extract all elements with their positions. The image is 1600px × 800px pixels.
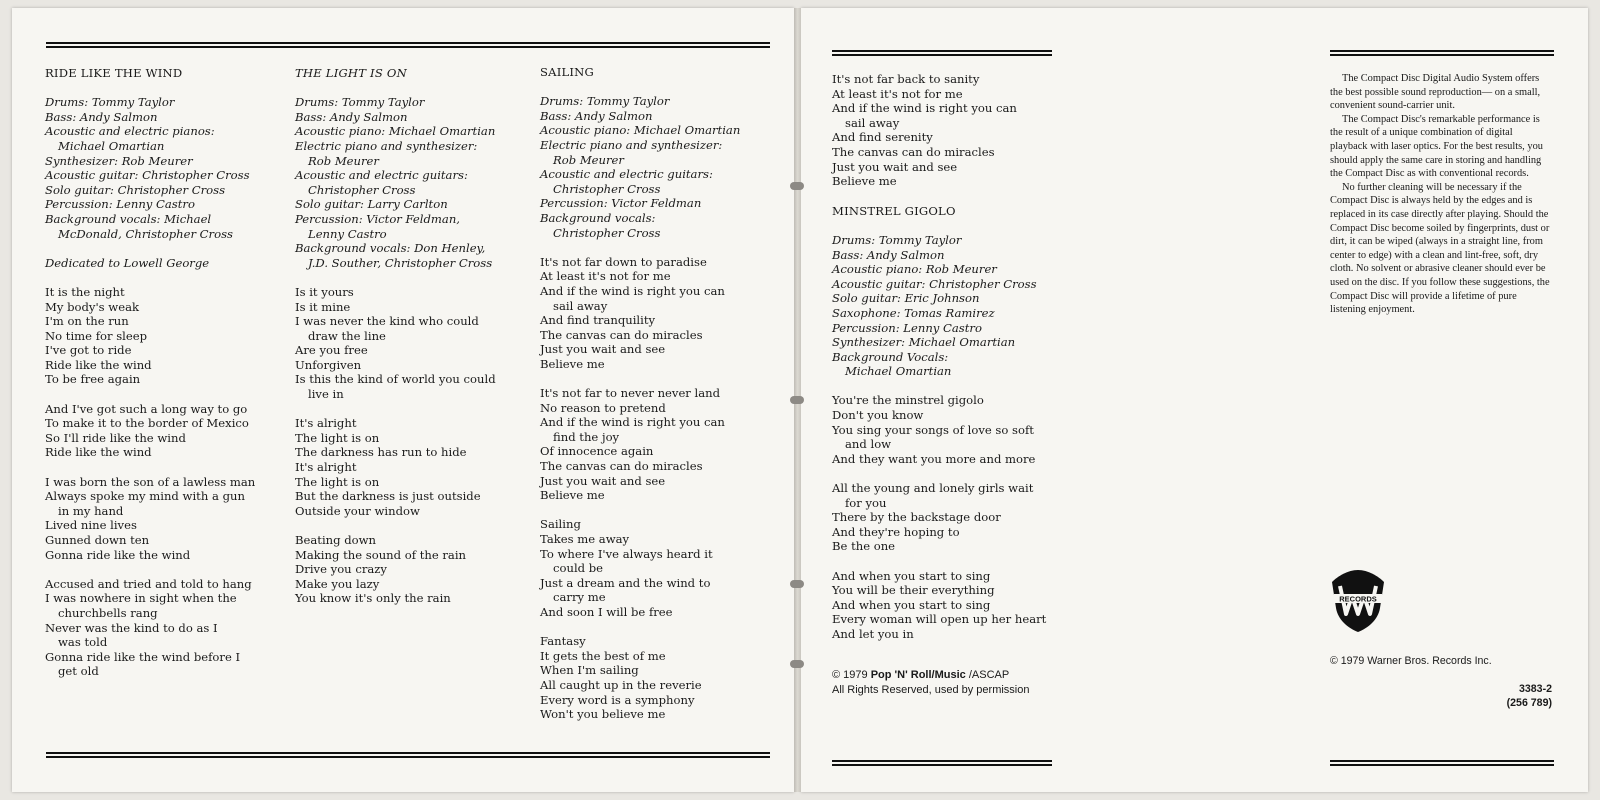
credit-line: Christopher Cross <box>553 181 661 196</box>
lyric-line: And I've got such a long way to go <box>45 401 248 416</box>
lyric-line: Make you lazy <box>295 576 380 591</box>
label-copyright: © 1979 Warner Bros. Records Inc. <box>1330 655 1492 667</box>
lyric-line: Is it yours <box>295 284 354 299</box>
lyric-line: I'm on the run <box>45 314 129 329</box>
lyric-line: The canvas can do miracles <box>832 144 995 159</box>
lyric-line: Gonna ride like the wind <box>45 547 191 562</box>
credit-line: Bass: Andy Salmon <box>832 247 945 262</box>
credit-line: Rob Meurer <box>308 153 379 168</box>
top-rule-right-b <box>1330 50 1554 56</box>
lyric-line: I was never the kind who could <box>295 314 479 329</box>
lyric-line: Every woman will open up her heart <box>832 612 1047 627</box>
lyric-line: Outside your window <box>295 503 420 518</box>
lyric-line: To where I've always heard it <box>540 546 713 561</box>
lyric-line: Always spoke my mind with a gun <box>45 489 245 504</box>
credit-line: Drums: Tommy Taylor <box>295 95 425 110</box>
lyric-line: Believe me <box>540 488 605 503</box>
lyric-line: Is it mine <box>295 299 351 314</box>
lyric-line: It's alright <box>295 416 357 431</box>
lyric-line: All the young and lonely girls wait <box>832 481 1034 496</box>
copyright-block <box>832 668 1029 697</box>
notice-paragraph: The Compact Disc Digital Audio System offers the best possible sound reproduction— on a small, convenient sound-carrier unit. <box>1330 73 1541 112</box>
credit-line: Percussion: Victor Feldman, <box>295 211 460 226</box>
logo-records-text: RECORDS <box>1339 594 1377 604</box>
lyric-line: The light is on <box>295 474 380 489</box>
lyric-line: Unforgiven <box>295 357 362 372</box>
stanza <box>540 386 740 503</box>
lyric-line: Making the sound of the rain <box>295 547 466 562</box>
song-credits <box>45 95 255 241</box>
catalog-code: (256 789) <box>1506 697 1552 709</box>
stanza <box>45 577 255 679</box>
stanza <box>832 569 1046 642</box>
lyric-line: Are you free <box>295 343 368 358</box>
credit-line: Solo guitar: Eric Johnson <box>832 291 980 306</box>
stanza <box>295 416 496 518</box>
credit-line: Acoustic guitar: Christopher Cross <box>832 276 1037 291</box>
lyric-line: I was born the son of a lawless man <box>45 474 256 489</box>
lyric-line: At least it's not for me <box>540 269 671 284</box>
lyric-line: And find serenity <box>832 130 933 145</box>
lyric-line: And if the wind is right you can <box>832 101 1017 116</box>
credit-line: Electric piano and synthesizer: <box>295 138 478 153</box>
stanza <box>832 393 1046 466</box>
song-title: MINSTREL GIGOLO <box>832 203 956 218</box>
sailing-final-stanza <box>832 72 1046 189</box>
credit-line: J.D. Souther, Christopher Cross <box>308 255 493 270</box>
publisher-suffix: /ASCAP <box>968 669 1010 681</box>
stanza <box>540 517 740 619</box>
lyric-line: When I'm sailing <box>540 663 639 678</box>
lyric-line: It gets the best of me <box>540 648 666 663</box>
song-credits <box>295 95 496 270</box>
lyric-line: And when you start to sing <box>832 597 991 612</box>
song-title: RIDE LIKE THE WIND <box>45 66 183 80</box>
top-rule-left <box>46 42 770 48</box>
notice-paragraph: The Compact Disc's remarkable performance is the result of a unique combination of digital playback with laser optics. For the best results, you should apply the same care in storing and handling the Compact Disc as with conventional records. <box>1330 113 1543 180</box>
lyric-line: Ride like the wind <box>45 445 152 460</box>
song-credits <box>832 233 1046 379</box>
credit-line: Drums: Tommy Taylor <box>540 94 670 109</box>
lyric-line: Sailing <box>540 517 581 532</box>
lyric-line: Believe me <box>540 356 605 371</box>
lyric-line: Be the one <box>832 539 896 554</box>
stanza <box>295 533 496 606</box>
stanza <box>45 285 255 387</box>
lyric-line: The canvas can do miracles <box>540 327 703 342</box>
song-the-light-is-on <box>295 66 496 606</box>
lyric-line: Of innocence again <box>540 444 654 459</box>
lyric-line: It is the night <box>45 284 125 299</box>
lyric-line: I've got to ride <box>45 343 132 358</box>
lyric-line: Just you wait and see <box>832 159 958 174</box>
lyric-line: Ride like the wind <box>45 357 152 372</box>
lyric-line: And when you start to sing <box>832 568 991 583</box>
dedication: Dedicated to Lowell George <box>45 255 210 270</box>
lyric-line: could be <box>553 561 604 576</box>
lyric-line: Lived nine lives <box>45 518 137 533</box>
song-ride-like-the-wind <box>45 66 255 679</box>
lyric-line: And they're hoping to <box>832 524 960 539</box>
lyric-line: And let you in <box>832 626 914 641</box>
credit-line: Bass: Andy Salmon <box>540 108 653 123</box>
lyric-line: The canvas can do miracles <box>540 459 703 474</box>
lyric-line: Takes me away <box>540 532 630 546</box>
credit-line: Background vocals: <box>540 210 656 225</box>
credit-line: Christopher Cross <box>308 182 416 197</box>
lyric-line: You sing your songs of love so soft <box>832 422 1034 437</box>
stanza <box>45 402 255 460</box>
credit-line: Solo guitar: Christopher Cross <box>45 182 226 197</box>
lyric-line: The darkness has run to hide <box>295 445 467 460</box>
bottom-rule-right-a <box>832 760 1052 766</box>
credit-line: Percussion: Lenny Castro <box>45 197 195 212</box>
credit-line: Bass: Andy Salmon <box>45 109 158 124</box>
credit-line: Solo guitar: Larry Carlton <box>295 197 448 212</box>
credit-line: Drums: Tommy Taylor <box>45 95 175 110</box>
lyric-line: It's not far to never never land <box>540 386 721 401</box>
lyric-line: carry me <box>553 590 606 605</box>
song-title: THE LIGHT IS ON <box>295 66 407 80</box>
staple-top <box>790 182 804 190</box>
lyric-line: Is this the kind of world you could <box>295 372 496 387</box>
credit-line: Rob Meurer <box>553 152 624 167</box>
credit-line: Drums: Tommy Taylor <box>832 232 962 247</box>
lyric-line: No time for sleep <box>45 328 148 343</box>
lyric-line: To make it to the border of Mexico <box>45 416 249 431</box>
lyric-line: live in <box>308 387 344 402</box>
lyric-line: Won't you believe me <box>540 707 666 722</box>
stanza <box>540 634 740 722</box>
lyric-line: I was nowhere in sight when the <box>45 591 237 606</box>
warner-bros-records-logo-icon <box>1328 568 1388 634</box>
stanza <box>540 255 740 372</box>
top-rule-right-a <box>832 50 1052 56</box>
lyric-line: in my hand <box>58 503 124 518</box>
credit-line: Bass: Andy Salmon <box>295 109 408 124</box>
bottom-rule-left <box>46 752 770 758</box>
lyric-line: find the joy <box>553 429 620 444</box>
lyric-line: Fantasy <box>540 634 586 649</box>
lyric-line: And they want you more and more <box>832 451 1036 466</box>
lyric-line: churchbells rang <box>58 605 158 620</box>
compact-disc-notice <box>1330 72 1552 317</box>
credit-line: Saxophone: Tomas Ramirez <box>832 305 995 320</box>
right-lyrics-column <box>832 72 1046 642</box>
credit-line: Electric piano and synthesizer: <box>540 137 723 152</box>
credit-line: Background vocals: Michael <box>45 211 212 226</box>
credit-line: Acoustic piano: Michael Omartian <box>295 124 496 139</box>
lyric-line: sail away <box>845 115 900 130</box>
lyric-line: and low <box>845 437 892 452</box>
lyric-line: Never was the kind to do as I <box>45 620 218 635</box>
credit-line: Percussion: Lenny Castro <box>832 320 982 335</box>
lyric-line: So I'll ride like the wind <box>45 430 186 445</box>
credit-line: Michael Omartian <box>845 364 952 379</box>
lyric-line: All caught up in the reverie <box>540 677 702 692</box>
lyric-line: You will be their everything <box>832 583 995 598</box>
credit-line: Christopher Cross <box>553 225 661 240</box>
credit-line: Acoustic and electric guitars: <box>540 167 713 182</box>
lyric-line: It's alright <box>295 460 357 475</box>
lyric-line: Just you wait and see <box>540 342 666 357</box>
lyric-line: To be free again <box>45 372 141 387</box>
credit-line: Acoustic and electric guitars: <box>295 168 468 183</box>
credit-line: Synthesizer: Michael Omartian <box>832 335 1016 350</box>
lyric-line: Beating down <box>295 533 377 547</box>
catalog-number: 3383-2 <box>1519 683 1552 695</box>
stanza <box>45 475 255 563</box>
credit-line: Percussion: Victor Feldman <box>540 196 702 211</box>
rights-line: All Rights Reserved, used by permission <box>832 683 1030 696</box>
lyric-line: Gonna ride like the wind before I <box>45 649 241 664</box>
credit-line: McDonald, Christopher Cross <box>58 226 233 241</box>
lyric-line: Gunned down ten <box>45 533 150 547</box>
credit-line: Acoustic guitar: Christopher Cross <box>45 168 250 183</box>
credit-line: Synthesizer: Rob Meurer <box>45 153 193 168</box>
lyric-line: The light is on <box>295 430 380 445</box>
lyric-line: Just you wait and see <box>540 473 666 488</box>
lyric-line: Believe me <box>832 174 897 189</box>
credit-line: Acoustic piano: Rob Meurer <box>832 262 997 277</box>
lyric-line: No reason to pretend <box>540 400 666 415</box>
lyric-line: You know it's only the rain <box>295 591 451 606</box>
lyric-line: Don't you know <box>832 408 924 423</box>
song-credits <box>540 94 740 240</box>
notice-paragraph: No further cleaning will be necessary if the Compact Disc is always held by the edges and is replaced in its case directly after playing. Should the Compact Disc become soiled by fingerprints, dust or dirt, it can be wiped (always in a straight line, from center to edge) with a clean and lint-free, soft, dry cloth. No solvent or abrasive cleaner should ever be used on the disc. If you follow these suggestions, the Compact Disc will provide a lifetime of pure listening enjoyment. <box>1330 181 1550 316</box>
lyric-line: And if the wind is right you can <box>540 415 725 430</box>
lyric-line: My body's weak <box>45 299 140 314</box>
song-minstrel-gigolo <box>832 204 1046 642</box>
lyric-line: It's not far down to paradise <box>540 254 707 269</box>
credit-line: Background vocals: Don Henley, <box>295 241 486 256</box>
stanza <box>295 285 496 402</box>
lyric-line: It's not far back to sanity <box>832 72 980 86</box>
lyric-line: Drive you crazy <box>295 562 387 577</box>
lyric-line: Every word is a symphony <box>540 692 695 707</box>
lyric-line: for you <box>845 495 887 510</box>
song-title: SAILING <box>540 65 594 79</box>
lyric-line: And if the wind is right you can <box>540 283 725 298</box>
staple-lower <box>790 580 804 588</box>
lyric-line: At least it's not for me <box>832 86 963 101</box>
bottom-rule-right-b <box>1330 760 1554 766</box>
lyric-line: You're the minstrel gigolo <box>832 393 984 408</box>
lyric-line: And soon I will be free <box>540 604 673 619</box>
publisher-name: Pop 'N' Roll/Music <box>870 669 966 681</box>
lyric-line: draw the line <box>308 328 386 343</box>
catalog-block <box>1460 682 1552 710</box>
lyric-line: Accused and tried and told to hang <box>45 576 252 591</box>
credit-line: Acoustic piano: Michael Omartian <box>540 123 741 138</box>
song-sailing <box>540 65 740 722</box>
staple-bottom <box>790 660 804 668</box>
staple-middle <box>790 396 804 404</box>
stanza <box>832 481 1046 554</box>
lyric-line: There by the backstage door <box>832 510 1001 525</box>
copyright-prefix: © 1979 <box>832 669 868 681</box>
credit-line: Lenny Castro <box>308 226 387 241</box>
credit-line: Michael Omartian <box>58 138 165 153</box>
lyric-line: get old <box>58 664 99 679</box>
credit-line: Acoustic and electric pianos: <box>45 124 215 139</box>
lyric-line: Just a dream and the wind to <box>540 575 711 590</box>
copyright-line <box>832 668 1029 683</box>
lyric-line: sail away <box>553 298 608 313</box>
lyric-line: was told <box>58 635 108 650</box>
lyric-line: And find tranquility <box>540 313 656 328</box>
credit-line: Background Vocals: <box>832 349 949 364</box>
lyric-line: But the darkness is just outside <box>295 489 481 504</box>
